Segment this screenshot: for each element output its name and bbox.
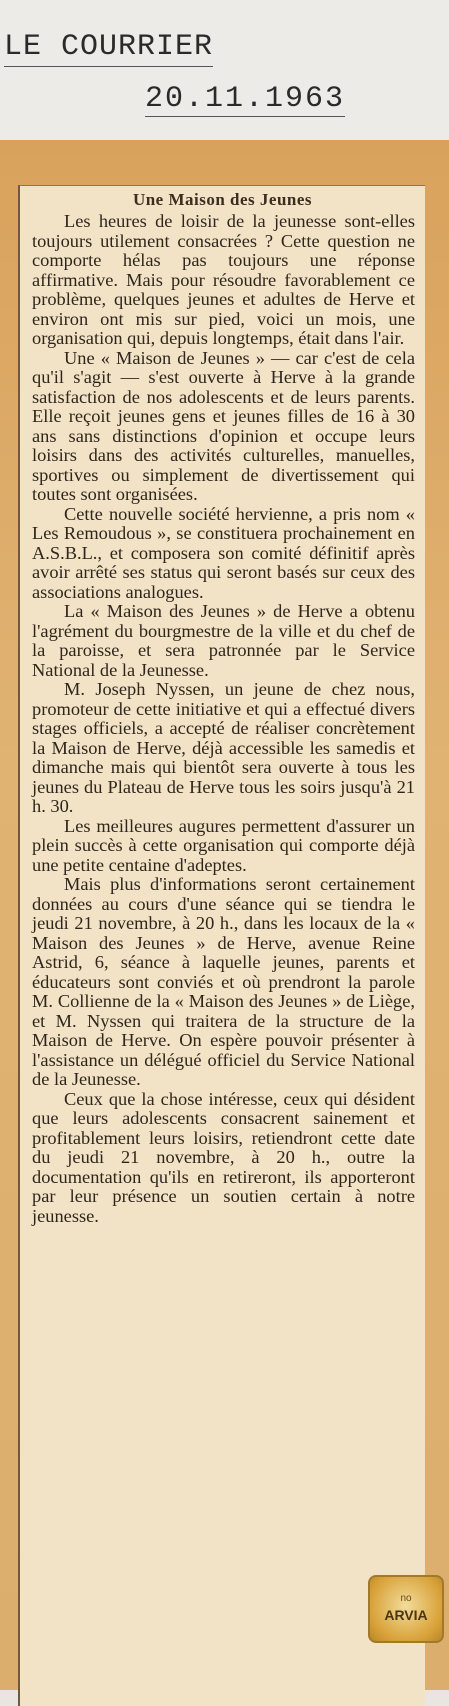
article-paragraph: La « Maison des Jeunes » de Herve a obtenu l'agrément du bourgmestre de la ville et du chef de la paroisse, et sera patronnée par le Service National de la Jeunesse. [32, 601, 415, 680]
article-paragraph: Ceux que la chose intéresse, ceux qui désident que leurs adolescents consacrent sainement et profitablement leurs loisirs, retiendront cette date du jeudi 21 novembre, à 20 h., outre la documentation qu'ils en retireront, ils apporteront par leur présence un soutien certain à notre jeunesse. [32, 1088, 415, 1226]
publication-name: LE COURRIER [4, 30, 213, 67]
article-paragraph: Les meilleures augures permettent d'assurer un plein succès à cette organisation qui comporte déjà une petite centaine d'adeptes. [32, 815, 415, 875]
article [18, 185, 425, 1706]
article-paragraph: Cette nouvelle société hervienne, a pris nom « Les Remoudous », se constituera prochainement en A.S.B.L., et composera son comité définitif après avoir arrêté ses status qui seront basés sur ceux des associations analogues. [32, 503, 415, 602]
article-paragraph: Les heures de loisir de la jeunesse sont-elles toujours utilement consacrées ? Cette question ne comporte hélas pas toujours une réponse affirmative. Mais pour résoudre favorablement ce problème, quelques jeunes et adultes de Herve et environ ont mis sur pied, voici un mois, une organisation qui, depuis longtemps, était dans l'air. [32, 211, 415, 348]
stamp-name-text: ARVIA [384, 1607, 428, 1623]
newspaper-clipping [0, 140, 449, 1690]
article-paragraph: Une « Maison de Jeunes » — car c'est de cela qu'il s'agit — s'est ouverte à Herve à la grande satisfaction de nos adolescents et de leurs parents. Elle reçoit jeunes gens et jeunes filles de 16 à 30 ans sans distinctions d'opinion et occupe leurs loisirs dans des activités culturelles, manuelles, sportives ou simplement de divertissement qui toutes sont organisées. [32, 347, 415, 504]
archive-stamp-logo [368, 1575, 444, 1643]
stamp-top-text: no [400, 1593, 412, 1604]
article-paragraph: Mais plus d'informations seront certainement données au cours d'une séance qui se tiendra le jeudi 21 novembre, à 20 h., dans les locaux de la « Maison des Jeunes » de Herve, avenue Reine Astrid, 6, séance à laquelle jeunes, parents et éducateurs sont conviés et où prendront la parole M. Collienne de la « Maison des Jeunes » de Liège, et M. Nyssen qui traitera de la structure de la Maison de Herve. On espère pouvoir présenter à l'assistance un délégué officiel du Service National de la Jeunesse. [32, 874, 415, 1089]
clipping-header [0, 0, 449, 140]
publication-date: 20.11.1963 [145, 82, 346, 116]
article-paragraph: M. Joseph Nyssen, un jeune de chez nous, promoteur de cette initiative et qui a effectué divers stages officiels, a accepté de réaliser concrètement la Maison de Herve, déjà accessible les samedis et dimanche mais qui bientôt sera ouverte à tous les jeunes du Plateau de Herve tous les soirs jusqu'à 21 h. 30. [32, 679, 415, 816]
article-title: Une Maison des Jeunes [132, 190, 313, 209]
